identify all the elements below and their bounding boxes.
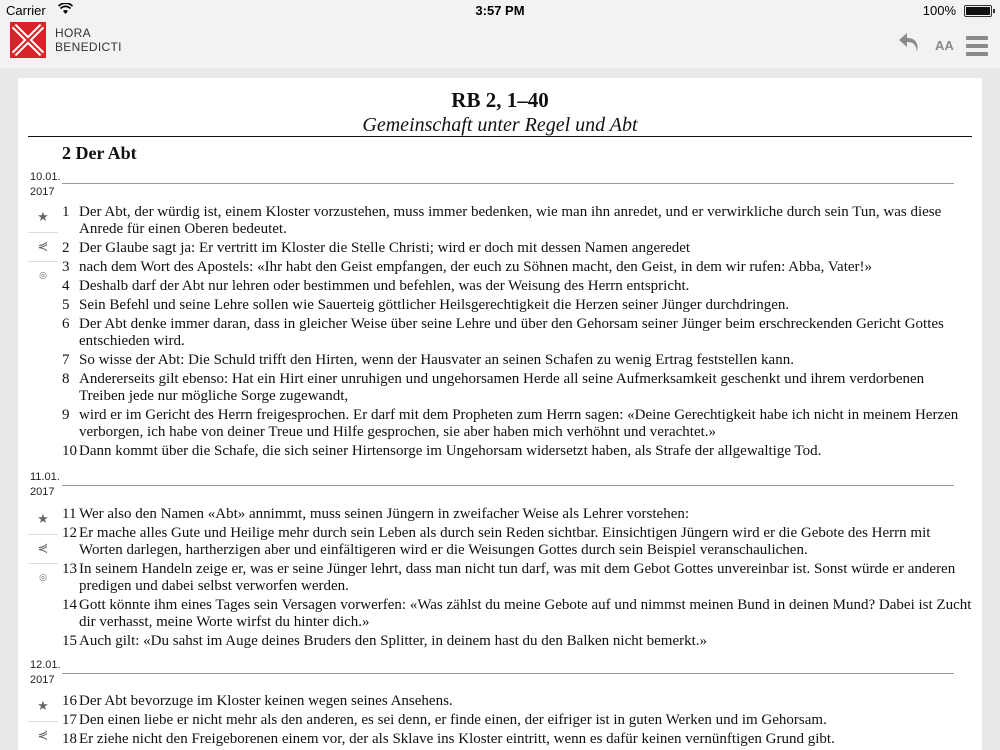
verse-number: 14 (62, 597, 77, 613)
brand-line-1: HORA (55, 26, 91, 40)
app-header (0, 20, 1000, 68)
page-subtitle: Gemeinschaft unter Regel und Abt (362, 114, 638, 136)
verse (62, 525, 972, 559)
status-bar (0, 0, 1000, 20)
share-icon[interactable]: ⋞ (28, 535, 58, 564)
verse-number: 9 (62, 407, 70, 423)
date-year: 2017 (30, 674, 55, 686)
verse-text: Auch gilt: «Du sahst im Auge deines Bruders den Splitter, in deinem hast du den Balken nicht bemerkt.» (79, 633, 708, 649)
verse-list (62, 693, 972, 750)
verse-text: Er mache alles Gute und Heilige mehr durch sein Leben als durch sein Reden sichtbar. Einsichtigen Jüngern wird er die Gebote des Herrn mit Worten darlegen, hartherzigen aber und einfältigeren wird er die Weisungen Gottes durch sein Beispiel veranschaulichen. (79, 525, 931, 558)
carrier-label: Carrier (6, 3, 46, 18)
verse (62, 597, 972, 631)
date-year: 2017 (30, 186, 55, 198)
verse-text: Andererseits gilt ebenso: Hat ein Hirt einer unruhigen und ungehorsamen Herde all seine Aufmerksamkeit geschenkt und ihrem verdorbenen Treiben jede nur mögliche Sorge zugewandt, (79, 371, 925, 404)
verse-number: 15 (62, 633, 77, 649)
verse (62, 371, 972, 405)
chapter-divider (28, 136, 972, 137)
page-title: RB 2, 1–40 (451, 88, 549, 112)
verse-text: Den einen liebe er nicht mehr als den anderen, es sei denn, er finde einen, der eifriger ist in guten Werken und im Gehorsam. (79, 712, 827, 728)
section-date (30, 658, 66, 688)
verse-text: Deshalb darf der Abt nur lehren oder bestimmen und befehlen, was der Weisung des Herrn entspricht. (79, 278, 690, 294)
verse-text: Dann kommt über die Schafe, die sich seiner Hirtensorge im Ungehorsam widersetzt haben, als Strafe der allgewaltige Tod. (79, 443, 822, 459)
verse-text: In seinem Handeln zeige er, was er seine Jünger lehrt, dass man nicht tun darf, was mit dem Gebot Gottes unvereinbar ist. Sonst würde er anderen predigen und dabei selbst verworfen werden. (79, 561, 956, 594)
share-icon[interactable]: ⋞ (28, 722, 58, 750)
verse-number: 17 (62, 712, 77, 728)
brand-line-2: BENEDICTI (55, 40, 122, 54)
verse (62, 712, 972, 729)
section-actions (28, 693, 58, 750)
seal-icon[interactable]: ◎ (39, 573, 47, 583)
verse-number: 13 (62, 561, 77, 577)
app-logo-icon[interactable] (10, 22, 46, 58)
verse-list (62, 506, 972, 652)
verse (62, 693, 972, 710)
verse (62, 259, 972, 276)
clock: 3:57 PM (475, 3, 525, 18)
verse (62, 352, 972, 369)
app-brand (55, 26, 122, 54)
date-day: 10.01. (30, 171, 61, 183)
section-divider (62, 673, 954, 674)
section-actions (28, 204, 58, 290)
verse (62, 316, 972, 350)
section-divider (62, 183, 954, 184)
verse-text: Der Abt, der würdig ist, einem Kloster vorzustehen, muss immer bedenken, wie man ihn anredet, und er verwirkliche durch sein Tun, was diese Anrede für einen Oberen bedeutet. (79, 204, 942, 237)
verse (62, 561, 972, 595)
section-actions (28, 506, 58, 592)
verse-number: 7 (62, 352, 70, 368)
section-divider (62, 485, 954, 486)
back-arrow-icon[interactable] (898, 30, 920, 61)
verse (62, 506, 972, 523)
verse-number: 6 (62, 316, 70, 332)
verse-number: 1 (62, 204, 70, 220)
verse (62, 407, 972, 441)
seal-icon[interactable]: ◎ (39, 271, 47, 281)
verse-number: 11 (62, 506, 77, 522)
reading-page (18, 78, 982, 750)
verse (62, 731, 972, 748)
verse-number: 5 (62, 297, 70, 313)
verse (62, 297, 972, 314)
date-year: 2017 (30, 486, 55, 498)
share-icon[interactable]: ⋞ (28, 233, 58, 262)
section-date (30, 470, 66, 500)
verse-list (62, 204, 972, 462)
verse-text: Er ziehe nicht den Freigeborenen einem vor, der als Sklave ins Kloster eintritt, wenn es dafür keinen vernünftigen Grund gibt. (79, 731, 835, 747)
verse-text: So wisse der Abt: Die Schuld trifft den Hirten, wenn der Hausvater an seinen Schafen zu wenig Ertrag feststellen kann. (79, 352, 794, 368)
chapter-title: 2 Der Abt (62, 143, 137, 163)
verse-number: 12 (62, 525, 77, 541)
text-size-button[interactable] (935, 38, 954, 53)
verse-number: 10 (62, 443, 77, 459)
star-icon[interactable]: ★ (28, 693, 58, 722)
verse-number: 8 (62, 371, 70, 387)
verse-number: 4 (62, 278, 70, 294)
verse (62, 633, 972, 650)
verse (62, 204, 972, 238)
date-day: 11.01. (30, 471, 60, 483)
verse (62, 278, 972, 295)
menu-icon[interactable] (966, 36, 988, 60)
page-heading (18, 78, 982, 138)
date-day: 12.01. (30, 659, 61, 671)
verse-number: 16 (62, 693, 77, 709)
verse-number: 2 (62, 240, 70, 256)
section-date (30, 170, 66, 200)
star-icon[interactable]: ★ (28, 204, 58, 233)
verse-number: 3 (62, 259, 70, 275)
verse (62, 443, 972, 460)
battery-percent: 100% (922, 3, 956, 18)
verse-text: Der Abt denke immer daran, dass in gleicher Weise über seine Lehre und über den Gehorsam seiner Jünger beim erschreckenden Gericht Gottes entschieden wird. (79, 316, 944, 349)
star-icon[interactable]: ★ (28, 506, 58, 535)
verse-text: Der Abt bevorzuge im Kloster keinen wegen seines Ansehens. (79, 693, 453, 709)
battery-icon (964, 5, 992, 17)
verse-text: Gott könnte ihm eines Tages sein Versagen vorwerfen: «Was zählst du meine Gebote auf und nimmst meinen Bund in deinen Mund? Dabei ist Zucht dir verhasst, meine Worte wirfst du hinter dich.» (79, 597, 972, 630)
verse-text: nach dem Wort des Apostels: «Ihr habt den Geist empfangen, der euch zu Söhnen macht, den Geist, in dem wir rufen: Abba, Vater!» (79, 259, 873, 275)
verse (62, 240, 972, 257)
verse-number: 18 (62, 731, 77, 747)
verse-text: Der Glaube sagt ja: Er vertritt im Kloster die Stelle Christi; wird er doch mit dessen Namen angeredet (79, 240, 691, 256)
verse-text: Wer also den Namen «Abt» annimmt, muss seinen Jüngern in zweifacher Weise als Lehrer vorstehen: (79, 506, 690, 522)
verse-text: wird er im Gericht des Herrn freigesprochen. Er darf mit dem Propheten zum Herrn sagen: «Deine Gerechtigkeit habe ich nicht in meinem Herzen verborgen, ich habe von deiner Treue und Hilfe gesprochen, sie aber haben mich verhöhnt und verachtet.» (79, 407, 959, 440)
verse-text: Sein Befehl und seine Lehre sollen wie Sauerteig göttlicher Heilsgerechtigkeit die Herzen seiner Jünger durchdringen. (79, 297, 790, 313)
text-size-label: AA (935, 38, 954, 53)
